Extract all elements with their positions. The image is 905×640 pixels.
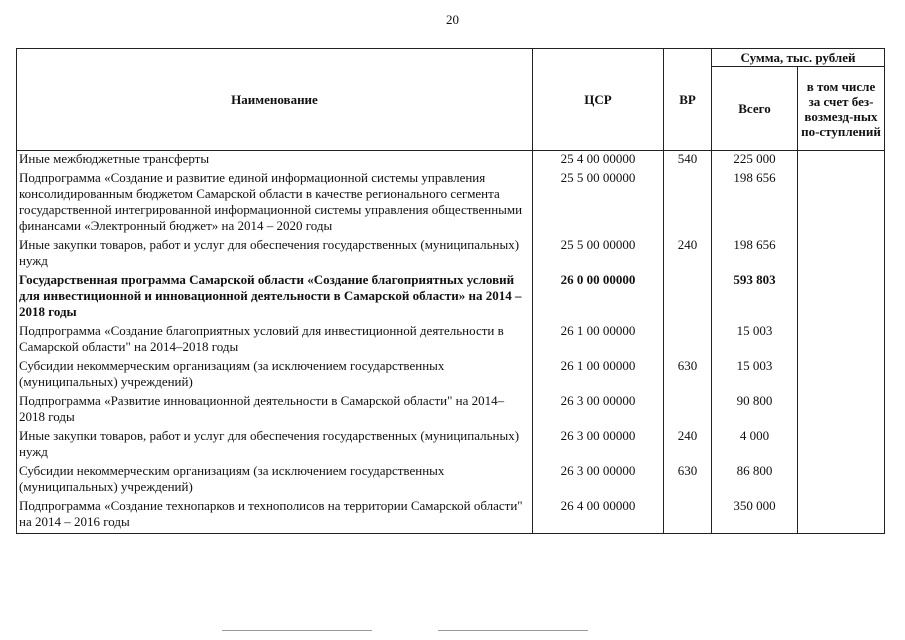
cell-vr [664, 170, 712, 237]
header-sum: Сумма, тыс. рублей [712, 49, 885, 67]
cell-csr: 26 3 00 00000 [533, 393, 664, 428]
page-number: 20 [446, 12, 459, 27]
budget-table [16, 48, 885, 534]
cell-name: Подпрограмма «Создание и развитие единой информационной системы управления консолидированным бюджетом Самарской области в качестве регионального сегмента государственной интегрированной информационной системы управления общественными финансами «Электронный бюджет» на 2014 – 2020 годы [17, 170, 533, 237]
cell-total: 198 656 [712, 237, 798, 272]
cell-vr [664, 272, 712, 323]
cell-csr: 26 3 00 00000 [533, 463, 664, 498]
cell-name: Подпрограмма «Создание технопарков и технополисов на территории Самарской области" на 2014 – 2016 годы [17, 498, 533, 534]
cell-vr: 540 [664, 151, 712, 171]
header-csr: ЦСР [533, 49, 664, 151]
cell-free [798, 170, 885, 237]
table-row [17, 463, 885, 498]
cell-vr: 240 [664, 428, 712, 463]
table-body [17, 151, 885, 534]
cell-total: 86 800 [712, 463, 798, 498]
table-row [17, 170, 885, 237]
cell-name: Иные межбюджетные трансферты [17, 151, 533, 171]
cell-name: Субсидии некоммерческим организациям (за исключением государственных (муниципальных) учреждений) [17, 463, 533, 498]
cell-vr: 240 [664, 237, 712, 272]
table-header [17, 49, 885, 151]
cell-free [798, 463, 885, 498]
table-row [17, 323, 885, 358]
cell-name: Подпрограмма «Создание благоприятных условий для инвестиционной деятельности в Самарской области" на 2014–2018 годы [17, 323, 533, 358]
header-vr: ВР [664, 49, 712, 151]
cell-csr: 26 0 00 00000 [533, 272, 664, 323]
cell-free [798, 151, 885, 171]
header-total: Всего [712, 67, 798, 151]
table-row [17, 358, 885, 393]
cell-total: 198 656 [712, 170, 798, 237]
cell-vr [664, 498, 712, 534]
cell-csr: 26 3 00 00000 [533, 428, 664, 463]
cell-name: Государственная программа Самарской области «Создание благоприятных условий для инвестиционной и инновационной деятельности в Самарской области» на 2014 – 2018 годы [17, 272, 533, 323]
cell-total: 90 800 [712, 393, 798, 428]
cell-total: 15 003 [712, 323, 798, 358]
table-row [17, 237, 885, 272]
cell-free [798, 272, 885, 323]
table-row [17, 393, 885, 428]
cell-csr: 25 5 00 00000 [533, 237, 664, 272]
cell-free [798, 498, 885, 534]
cell-name: Субсидии некоммерческим организациям (за исключением государственных (муниципальных) учреждений) [17, 358, 533, 393]
cell-csr: 25 4 00 00000 [533, 151, 664, 171]
cell-total: 4 000 [712, 428, 798, 463]
cell-total: 350 000 [712, 498, 798, 534]
table-row [17, 272, 885, 323]
cell-total: 593 803 [712, 272, 798, 323]
cell-vr [664, 393, 712, 428]
cell-free [798, 237, 885, 272]
cell-free [798, 393, 885, 428]
cell-total: 15 003 [712, 358, 798, 393]
header-name: Наименование [17, 49, 533, 151]
cell-name: Подпрограмма «Развитие инновационной деятельности в Самарской области" на 2014–2018 годы [17, 393, 533, 428]
cell-name: Иные закупки товаров, работ и услуг для обеспечения государственных (муниципальных) нужд [17, 428, 533, 463]
cell-free [798, 323, 885, 358]
cell-vr [664, 323, 712, 358]
table-row [17, 151, 885, 171]
cell-csr: 25 5 00 00000 [533, 170, 664, 237]
cell-vr: 630 [664, 463, 712, 498]
footer-divider [222, 630, 372, 631]
cell-csr: 26 1 00 00000 [533, 358, 664, 393]
table-row [17, 428, 885, 463]
cell-total: 225 000 [712, 151, 798, 171]
footer-divider [438, 630, 588, 631]
cell-csr: 26 4 00 00000 [533, 498, 664, 534]
table-row [17, 498, 885, 534]
cell-vr: 630 [664, 358, 712, 393]
cell-free [798, 358, 885, 393]
cell-free [798, 428, 885, 463]
cell-csr: 26 1 00 00000 [533, 323, 664, 358]
header-free: в том числе за счет без-возмезд-ных по-ступлений [798, 67, 885, 151]
cell-name: Иные закупки товаров, работ и услуг для обеспечения государственных (муниципальных) нужд [17, 237, 533, 272]
